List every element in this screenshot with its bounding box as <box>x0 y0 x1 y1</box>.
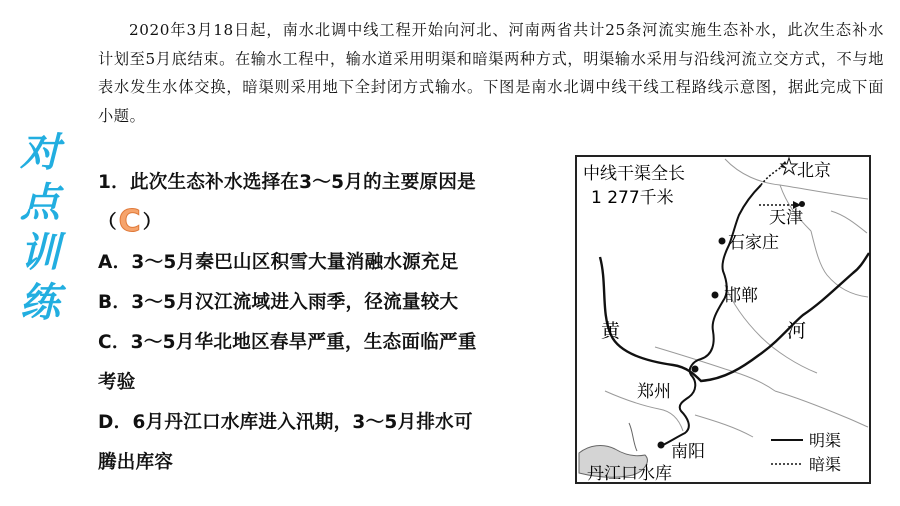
label-river-he: 河 <box>787 320 807 342</box>
option-a[interactable]: A．3～5月秦巴山区积雪大量消融水源充足 <box>98 252 459 273</box>
practice-badge <box>12 128 68 328</box>
route-map-svg <box>575 155 871 484</box>
option-c[interactable]: C．3～5月华北地区春旱严重，生态面临严重 <box>98 332 477 353</box>
option-d-continued[interactable]: 腾出库容 <box>98 452 174 473</box>
nanyang-dot <box>658 442 665 449</box>
option-b[interactable]: B．3～5月汉江流域进入雨季，径流量较大 <box>98 292 459 313</box>
answer-line <box>98 203 558 243</box>
map-title-line2: 1 277千米 <box>591 188 674 208</box>
label-zhengzhou: 郑州 <box>637 382 671 402</box>
answer-mark: C <box>118 204 141 239</box>
badge-char: 训 <box>20 230 60 276</box>
question-block <box>98 163 558 483</box>
label-handan: 邯郸 <box>724 286 758 306</box>
zhengzhou-dot <box>692 366 699 373</box>
route-map <box>575 155 871 484</box>
question-stem: 1．此次生态补水选择在3～5月的主要原因是 <box>98 172 476 193</box>
handan-dot <box>712 292 719 299</box>
badge-char: 练 <box>20 280 60 326</box>
legend-open-label: 明渠 <box>809 431 842 450</box>
badge-char: 对 <box>20 130 60 176</box>
label-tianjin: 天津 <box>769 208 803 228</box>
legend-dark-label: 暗渠 <box>809 455 842 474</box>
shijiazhuang-dot <box>719 238 726 245</box>
option-d[interactable]: D．6月丹江口水库进入汛期，3～5月排水可 <box>98 412 473 433</box>
bracket-close: ） <box>142 212 162 233</box>
map-title-line1: 中线干渠全长 <box>583 164 685 184</box>
label-nanyang: 南阳 <box>671 442 705 462</box>
label-beijing: 北京 <box>797 161 831 181</box>
label-shijiazhuang: 石家庄 <box>728 233 779 253</box>
label-danjiangkou: 丹江口水库 <box>587 464 672 484</box>
tianjin-dot <box>799 201 805 207</box>
option-c-continued[interactable]: 考验 <box>98 372 136 393</box>
passage-text: 2020年3月18日起，南水北调中线工程开始向河北、河南两省共计25条河流实施生态补水，此次生态补水计划至5月底结束。在输水工程中，输水道采用明渠和暗渠两种方式，明渠输水采用与沿线河流立交方式，不与地表水发生水体交换，暗渠则采用地下全封闭方式输水。下图是南水北调中线干线工程路线示意图，据此完成下面小题。 <box>98 21 884 125</box>
bracket-open: （ <box>98 212 117 233</box>
label-river-huang: 黄 <box>601 320 621 342</box>
badge-char: 点 <box>20 180 60 226</box>
